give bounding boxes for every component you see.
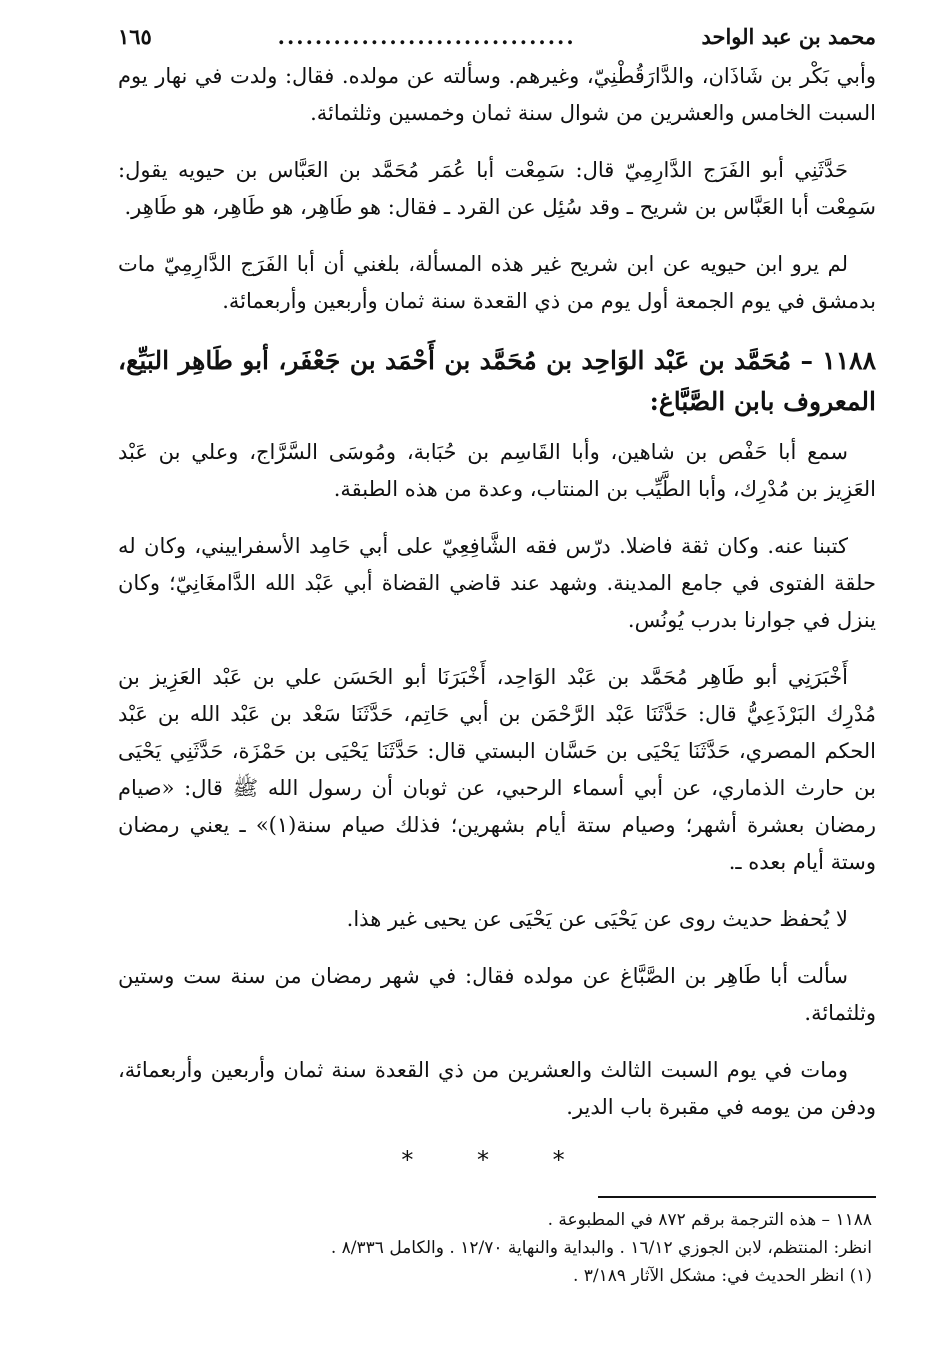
- paragraph-continued-birth: وأبي بَكْر بن شَاذَان، والدَّارَقُطْنِيّ، وغيرهم. وسألته عن مولده. فقال: ولدت في نهار يوم السبت الخامس والعشرين من شوال سنة ثمان وخمسين وثلثمائة.: [118, 64, 876, 125]
- footnote-rule: [598, 1196, 876, 1198]
- running-header: [118, 22, 876, 58]
- footnote-entry-number: ١١٨٨ – هذه الترجمة برقم ٨٧٢ في المطبوعة .: [547, 1210, 872, 1230]
- running-header-title: محمد بن عبد الواحد: [701, 24, 876, 49]
- paragraph-darimi-death: لم يرو ابن حيويه عن ابن شريح غير هذه المسألة، بلغني أن أبا الفَرَج الدَّارِمِيّ مات بدمشق في يوم الجمعة أول يوم من ذي القعدة سنة ثمان وأربعين وأربعمائة.: [118, 252, 876, 313]
- paragraph-hadith-note: لا يُحفظ حديث روى عن يَحْيَى عن يَحْيَى عن يحيى غير هذا.: [346, 907, 848, 931]
- book-page: [118, 22, 876, 1290]
- footnote-references: انظر: المنتظم، لابن الجوزي ١٦/١٢ . والبداية والنهاية ١٢/٧٠ . والكامل ٨/٣٣٦ .: [330, 1238, 872, 1258]
- paragraph-darimi-narration: حَدَّثَنِي أبو الفَرَج الدَّارِمِيّ قال: سَمِعْت أبا عُمَر مُحَمَّد بن العَبَّاس بن حيويه يقول: سَمِعْت أبا العَبَّاس بن شريح ـ وقد سُئِل عن القرد ـ فقال: هو طَاهِر، هو طَاهِر، هو طَاهِر.: [118, 158, 876, 219]
- paragraph-teachers: سمع أبا حَفْص بن شاهين، وأبا القَاسِم بن حُبَابة، ومُوسَى السَّرَّاج، وعلي بن عَبْد العَزِيز بن مُدْرِك، وأبا الطَّيِّب بن المنتاب، وعدة من هذه الطبقة.: [118, 440, 876, 501]
- paragraph-biography: كتبنا عنه. وكان ثقة فاضلا. درّس فقه الشَّافِعِيّ على أبي حَامِد الأسفراييني، وكان له حلقة الفتوى في جامع المدينة. وشهد عند قاضي القضاة أبي عَبْد الله الدَّامغَانِيّ؛ وكان ينزل في جوارنا بدرب يُونُس.: [118, 534, 876, 632]
- running-header-dots: ................................: [277, 24, 576, 49]
- paragraph-hadith: أَخْبَرَنِي أبو طَاهِر مُحَمَّد بن عَبْد الوَاحِد، أَخْبَرَنَا أبو الحَسَن علي بن عَبْد العَزِيز بن مُدْرِك البَرْذَعِيُّ قال: حَدَّثَنَا عَبْد الرَّحْمَن بن أبي حَاتِم، حَدَّثَنَا سَعْد بن عَبْد الله بن عَبْد الحكم المصري، حَدَّثَنَا يَحْيَى بن حَسَّان البستي قال: حَدَّثَنَا يَحْيَى بن حَمْزَة، حَدَّثَنِي يَحْيَى بن حارث الذماري، عن أبي أسماء الرحبي، عن ثوبان أن رسول الله ﷺ قال: «صيام رمضان بعشرة أشهر؛ وصيام ستة أيام بشهرين؛ فذلك صيام سنة(١)» ـ يعني رمضان وستة أيام بعده ـ.: [118, 665, 876, 874]
- section-separator: * * *: [401, 1146, 593, 1174]
- paragraph-death-date: ومات في يوم السبت الثالث والعشرين من ذي القعدة سنة ثمان وأربعين وأربعمائة، ودفن من يومه في مقبرة باب الدير.: [118, 1058, 876, 1119]
- entry-heading: ١١٨٨ – مُحَمَّد بن عَبْد الوَاحِد بن مُحَمَّد بن أَحْمَد بن جَعْفَر، أبو طَاهِر البَيِّع، المعروف بابن الصَّبَّاغ:: [118, 346, 876, 416]
- page-number: ١٦٥: [118, 24, 152, 49]
- footnote-hadith-source: (١) انظر الحديث في: مشكل الآثار ٣/١٨٩ .: [572, 1266, 872, 1286]
- paragraph-birth-date: سألت أبا طَاهِر بن الصَّبَّاغ عن مولده فقال: في شهر رمضان من سنة ست وستين وثلثمائة.: [118, 964, 876, 1025]
